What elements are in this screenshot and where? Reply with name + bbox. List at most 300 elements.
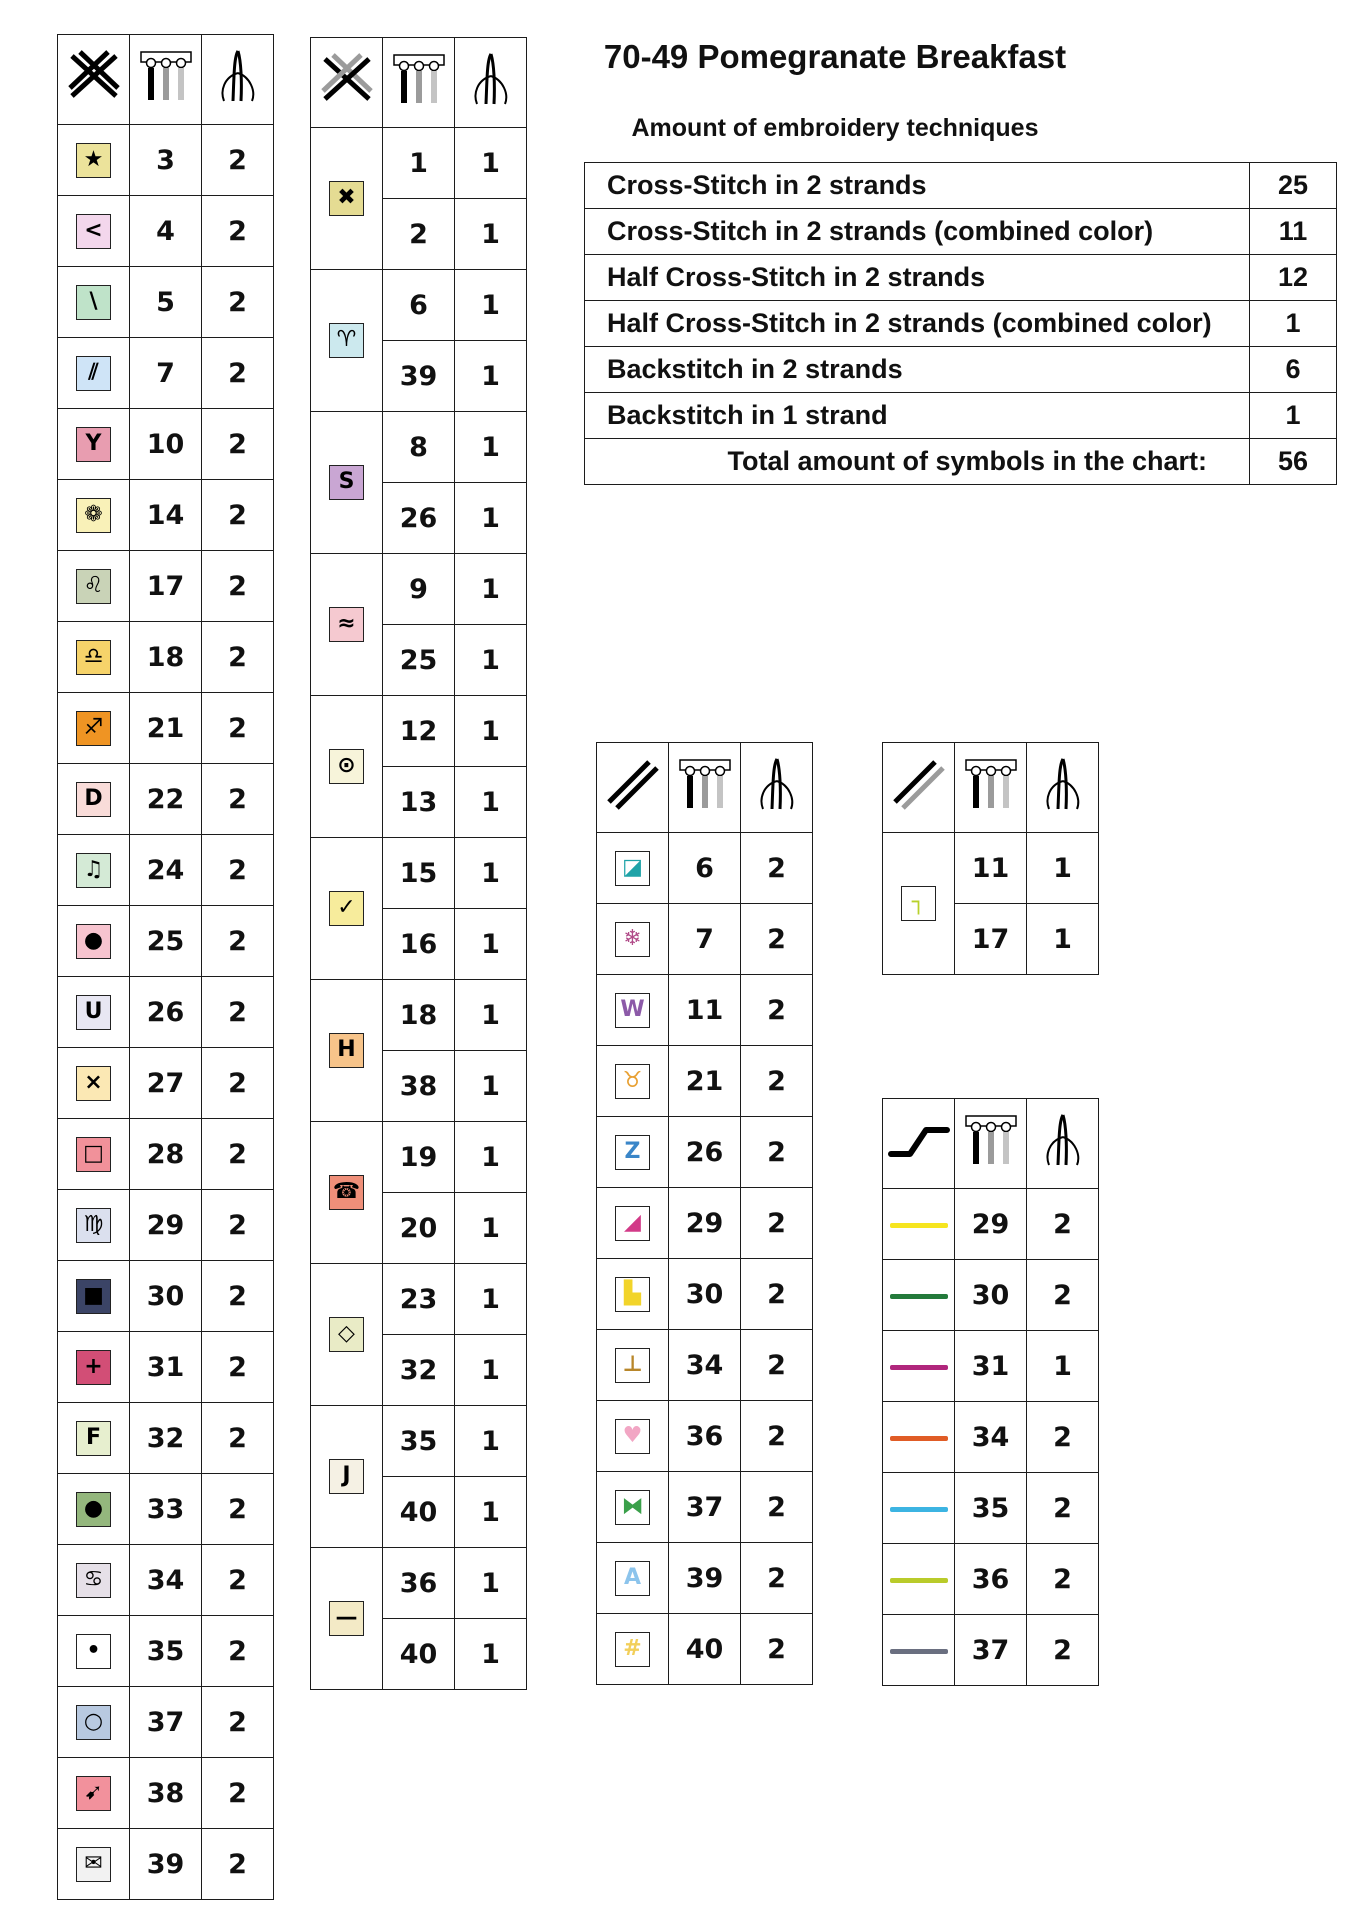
half-stitch-header — [597, 743, 669, 833]
symbol-cell — [58, 1048, 130, 1119]
floss-code: 36 — [669, 1401, 741, 1472]
symbol-swatch: — — [329, 1601, 364, 1636]
floss-code: 34 — [130, 1545, 202, 1616]
strand-count: 2 — [741, 1472, 813, 1543]
floss-code: 11 — [669, 975, 741, 1046]
line-cell — [883, 1615, 955, 1686]
backstitch-line-sample — [890, 1294, 948, 1299]
floss-code: 36 — [955, 1544, 1027, 1615]
floss-code: 34 — [669, 1330, 741, 1401]
key-row — [58, 125, 274, 196]
strand-count: 1 — [455, 1477, 527, 1548]
symbol-cell — [597, 975, 669, 1046]
key-row — [311, 696, 527, 767]
strand-count: 2 — [1027, 1473, 1099, 1544]
floss-code: 32 — [383, 1335, 455, 1406]
symbol-cell — [58, 1332, 130, 1403]
floss-code: 16 — [383, 909, 455, 980]
symbol-cell — [58, 1261, 130, 1332]
floss-code: 22 — [130, 764, 202, 835]
strand-count: 1 — [455, 1335, 527, 1406]
floss-header — [669, 743, 741, 833]
needle-icon — [1039, 1111, 1087, 1169]
key-row — [58, 1190, 274, 1261]
symbol-swatch: ❄ — [615, 922, 650, 957]
symbol-cell — [58, 196, 130, 267]
key-row — [58, 551, 274, 622]
floss-code: 26 — [130, 977, 202, 1048]
technique-label: Half Cross-Stitch in 2 strands — [585, 255, 1250, 301]
key-row — [597, 904, 813, 975]
key-row — [597, 1259, 813, 1330]
symbol-cell — [597, 1117, 669, 1188]
symbol-swatch: J — [329, 1459, 364, 1494]
needle-icon — [753, 755, 801, 813]
floss-palette-icon — [676, 756, 734, 812]
floss-header — [955, 743, 1027, 833]
strand-count: 2 — [202, 267, 274, 338]
floss-code: 25 — [383, 625, 455, 696]
strand-count: 2 — [202, 1048, 274, 1119]
symbol-cell — [58, 764, 130, 835]
symbol-cell — [58, 1474, 130, 1545]
key-row — [883, 1260, 1099, 1331]
floss-code: 8 — [383, 412, 455, 483]
symbol-cell — [58, 125, 130, 196]
floss-code: 20 — [383, 1193, 455, 1264]
combined-cross-stitch-icon — [319, 51, 375, 107]
backstitch-header — [883, 1099, 955, 1189]
symbol-swatch: W — [615, 993, 650, 1028]
symbol-cell — [58, 1545, 130, 1616]
needle-icon — [467, 50, 515, 108]
symbol-swatch: < — [76, 214, 111, 249]
floss-code: 6 — [669, 833, 741, 904]
key-row — [597, 1046, 813, 1117]
cross-stitch-key-table — [57, 34, 274, 1900]
key-row — [311, 412, 527, 483]
floss-code: 13 — [383, 767, 455, 838]
key-row — [311, 1548, 527, 1619]
strand-count: 1 — [455, 909, 527, 980]
floss-code: 29 — [130, 1190, 202, 1261]
floss-code: 25 — [130, 906, 202, 977]
key-row — [883, 1189, 1099, 1260]
strand-count: 2 — [741, 904, 813, 975]
key-row — [597, 1330, 813, 1401]
floss-code: 35 — [955, 1473, 1027, 1544]
floss-code: 26 — [383, 483, 455, 554]
technique-count: 6 — [1250, 347, 1337, 393]
key-row — [58, 1545, 274, 1616]
line-cell — [883, 1260, 955, 1331]
key-row — [58, 196, 274, 267]
backstitch-line-sample — [890, 1649, 948, 1654]
strand-count: 1 — [455, 128, 527, 199]
symbol-swatch: ✖ — [329, 181, 364, 216]
strand-count: 1 — [455, 1051, 527, 1122]
strand-count: 2 — [202, 551, 274, 622]
floss-code: 6 — [383, 270, 455, 341]
key-row — [311, 270, 527, 341]
symbol-cell — [597, 1046, 669, 1117]
floss-code: 29 — [669, 1188, 741, 1259]
line-cell — [883, 1189, 955, 1260]
symbol-swatch: ≈ — [329, 607, 364, 642]
floss-palette-icon — [962, 1112, 1020, 1168]
backstitch-icon — [888, 1120, 950, 1160]
symbol-swatch: D — [76, 782, 111, 817]
symbol-cell — [597, 1188, 669, 1259]
strand-count: 2 — [1027, 1402, 1099, 1473]
strand-count: 2 — [741, 1117, 813, 1188]
symbol-swatch: + — [76, 1350, 111, 1385]
floss-code: 17 — [130, 551, 202, 622]
floss-code: 36 — [383, 1548, 455, 1619]
key-row — [597, 833, 813, 904]
key-row — [58, 1403, 274, 1474]
key-row — [883, 1331, 1099, 1402]
floss-code: 31 — [130, 1332, 202, 1403]
symbol-cell — [58, 338, 130, 409]
floss-header — [130, 35, 202, 125]
symbol-swatch: A — [615, 1561, 650, 1596]
floss-code: 37 — [669, 1472, 741, 1543]
floss-code: 10 — [130, 409, 202, 480]
strand-count: 2 — [741, 1046, 813, 1117]
half-stitch-key-table — [596, 742, 813, 1685]
key-row — [883, 833, 1099, 904]
symbol-swatch: ★ — [76, 143, 111, 178]
key-row — [311, 1406, 527, 1477]
key-row — [58, 1474, 274, 1545]
floss-code: 3 — [130, 125, 202, 196]
floss-code: 40 — [669, 1614, 741, 1685]
technique-count: 1 — [1250, 393, 1337, 439]
symbol-swatch: ■ — [76, 1279, 111, 1314]
key-row — [58, 1758, 274, 1829]
floss-code: 37 — [130, 1687, 202, 1758]
strand-count: 2 — [1027, 1615, 1099, 1686]
technique-summary-table — [584, 162, 1337, 485]
combined-cross-stitch-key-table — [310, 37, 527, 1690]
backstitch-line-sample — [890, 1578, 948, 1583]
strand-count: 1 — [455, 1264, 527, 1335]
key-row — [311, 554, 527, 625]
floss-code: 33 — [130, 1474, 202, 1545]
symbol-cell — [311, 128, 383, 270]
floss-palette-icon — [962, 756, 1020, 812]
needle-header — [741, 743, 813, 833]
symbol-cell — [311, 412, 383, 554]
needle-header — [202, 35, 274, 125]
floss-code: 4 — [130, 196, 202, 267]
line-cell — [883, 1402, 955, 1473]
strand-count: 2 — [202, 906, 274, 977]
symbol-cell — [311, 1122, 383, 1264]
symbol-swatch: □ — [76, 1137, 111, 1172]
key-row — [58, 835, 274, 906]
floss-code: 39 — [669, 1543, 741, 1614]
symbol-swatch: ♥ — [615, 1419, 650, 1454]
symbol-cell — [311, 1548, 383, 1690]
symbol-swatch: ⊥ — [615, 1348, 650, 1383]
key-row — [58, 1616, 274, 1687]
summary-row — [585, 255, 1337, 301]
strand-count: 2 — [202, 125, 274, 196]
needle-header — [1027, 1099, 1099, 1189]
symbol-cell — [58, 977, 130, 1048]
strand-count: 1 — [455, 1122, 527, 1193]
symbol-swatch: ⧓ — [615, 1490, 650, 1525]
symbol-cell — [597, 1330, 669, 1401]
key-row — [58, 906, 274, 977]
strand-count: 2 — [202, 1332, 274, 1403]
strand-count: 2 — [202, 1474, 274, 1545]
page-title: 70-49 Pomegranate Breakfast — [603, 38, 1067, 75]
key-row — [58, 480, 274, 551]
symbol-cell — [58, 835, 130, 906]
floss-palette-icon — [390, 51, 448, 107]
strand-count: 2 — [202, 835, 274, 906]
combined-cross-header — [311, 38, 383, 128]
key-row — [597, 1188, 813, 1259]
strand-count: 1 — [455, 270, 527, 341]
symbol-swatch: ● — [76, 924, 111, 959]
symbol-cell — [311, 554, 383, 696]
strand-count: 2 — [741, 1188, 813, 1259]
floss-code: 17 — [955, 904, 1027, 975]
key-row — [597, 1472, 813, 1543]
floss-code: 28 — [130, 1119, 202, 1190]
floss-code: 38 — [130, 1758, 202, 1829]
strand-count: 2 — [741, 1614, 813, 1685]
strand-count: 1 — [455, 1619, 527, 1690]
symbol-swatch: ♍ — [76, 1208, 111, 1243]
floss-code: 30 — [955, 1260, 1027, 1331]
strand-count: 1 — [455, 483, 527, 554]
backstitch-line-sample — [890, 1436, 948, 1441]
floss-header — [383, 38, 455, 128]
strand-count: 2 — [202, 1190, 274, 1261]
floss-code: 24 — [130, 835, 202, 906]
key-row — [883, 1615, 1099, 1686]
summary-row — [585, 163, 1337, 209]
symbol-cell — [58, 551, 130, 622]
strand-count: 2 — [202, 622, 274, 693]
symbol-swatch: ○ — [76, 1705, 111, 1740]
floss-code: 30 — [130, 1261, 202, 1332]
symbol-swatch: ♐ — [76, 711, 111, 746]
symbol-swatch: H — [329, 1033, 364, 1068]
floss-code: 19 — [383, 1122, 455, 1193]
symbol-swatch: ➹ — [76, 1776, 111, 1811]
technique-label: Backstitch in 1 strand — [585, 393, 1250, 439]
floss-code: 40 — [383, 1619, 455, 1690]
summary-row — [585, 209, 1337, 255]
symbol-cell — [311, 980, 383, 1122]
floss-code: 12 — [383, 696, 455, 767]
symbol-cell — [597, 1401, 669, 1472]
strand-count: 1 — [455, 980, 527, 1051]
strand-count: 1 — [455, 838, 527, 909]
symbol-swatch: ♌ — [76, 569, 111, 604]
strand-count: 2 — [741, 833, 813, 904]
symbol-cell — [311, 1264, 383, 1406]
symbol-swatch: # — [615, 1632, 650, 1667]
symbol-swatch: U — [76, 995, 111, 1030]
needle-icon — [214, 47, 262, 105]
strand-count: 2 — [202, 1829, 274, 1900]
symbol-swatch: ❁ — [76, 498, 111, 533]
strand-count: 2 — [741, 1401, 813, 1472]
strand-count: 1 — [455, 554, 527, 625]
strand-count: 1 — [455, 1193, 527, 1264]
symbol-cell — [311, 696, 383, 838]
key-row — [597, 1117, 813, 1188]
strand-count: 2 — [202, 693, 274, 764]
key-row — [597, 1401, 813, 1472]
strand-count: 2 — [202, 480, 274, 551]
floss-code: 2 — [383, 199, 455, 270]
floss-palette-icon — [137, 48, 195, 104]
key-row — [58, 1048, 274, 1119]
technique-label: Cross-Stitch in 2 strands (combined color) — [585, 209, 1250, 255]
key-row — [597, 1614, 813, 1685]
line-cell — [883, 1473, 955, 1544]
symbol-swatch: F — [76, 1421, 111, 1456]
key-row — [311, 838, 527, 909]
combined-half-stitch-key-table — [882, 742, 1099, 975]
strand-count: 1 — [455, 199, 527, 270]
summary-row — [585, 347, 1337, 393]
floss-code: 27 — [130, 1048, 202, 1119]
symbol-swatch: ┐ — [901, 886, 936, 921]
key-row — [58, 693, 274, 764]
symbol-swatch: ◪ — [615, 851, 650, 886]
strand-count: 1 — [455, 1406, 527, 1477]
symbol-cell — [597, 1543, 669, 1614]
key-row — [883, 1402, 1099, 1473]
key-row — [58, 409, 274, 480]
symbol-cell — [58, 1687, 130, 1758]
floss-code: 31 — [955, 1331, 1027, 1402]
floss-code: 23 — [383, 1264, 455, 1335]
floss-code: 21 — [130, 693, 202, 764]
strand-count: 1 — [455, 625, 527, 696]
floss-code: 5 — [130, 267, 202, 338]
symbol-cell — [883, 833, 955, 975]
symbol-swatch: ◇ — [329, 1317, 364, 1352]
floss-code: 40 — [383, 1477, 455, 1548]
technique-count: 25 — [1250, 163, 1337, 209]
strand-count: 1 — [455, 412, 527, 483]
key-row — [311, 1122, 527, 1193]
strand-count: 2 — [741, 975, 813, 1046]
symbol-cell — [58, 267, 130, 338]
strand-count: 1 — [1027, 833, 1099, 904]
floss-code: 11 — [955, 833, 1027, 904]
strand-count: 2 — [202, 1687, 274, 1758]
floss-code: 37 — [955, 1615, 1027, 1686]
key-row — [58, 338, 274, 409]
strand-count: 2 — [202, 1261, 274, 1332]
symbol-cell — [597, 904, 669, 975]
key-row — [58, 622, 274, 693]
floss-code: 1 — [383, 128, 455, 199]
strand-count: 2 — [202, 409, 274, 480]
key-row — [597, 1543, 813, 1614]
technique-count: 12 — [1250, 255, 1337, 301]
floss-code: 39 — [130, 1829, 202, 1900]
symbol-swatch: ◢ — [615, 1206, 650, 1241]
floss-code: 14 — [130, 480, 202, 551]
symbol-cell — [597, 1259, 669, 1330]
floss-code: 35 — [383, 1406, 455, 1477]
page-subtitle: Amount of embroidery techniques — [631, 114, 1039, 142]
symbol-swatch: × — [76, 1066, 111, 1101]
symbol-swatch: ⊙ — [329, 749, 364, 784]
strand-count: 2 — [741, 1543, 813, 1614]
backstitch-line-sample — [890, 1223, 948, 1228]
symbol-swatch: ✉ — [76, 1847, 111, 1882]
strand-count: 2 — [202, 1758, 274, 1829]
symbol-swatch: • — [76, 1634, 111, 1669]
key-row — [58, 1261, 274, 1332]
strand-count: 2 — [741, 1330, 813, 1401]
floss-header — [955, 1099, 1027, 1189]
key-row — [58, 1119, 274, 1190]
strand-count: 1 — [1027, 904, 1099, 975]
strand-count: 1 — [455, 767, 527, 838]
symbol-cell — [58, 1829, 130, 1900]
floss-code: 34 — [955, 1402, 1027, 1473]
floss-code: 18 — [383, 980, 455, 1051]
backstitch-line-sample — [890, 1507, 948, 1512]
symbol-swatch: ♫ — [76, 853, 111, 888]
key-row — [58, 267, 274, 338]
floss-code: 7 — [669, 904, 741, 975]
key-row — [58, 1687, 274, 1758]
key-row — [311, 1264, 527, 1335]
floss-code: 9 — [383, 554, 455, 625]
symbol-swatch: ♈ — [329, 323, 364, 358]
symbol-cell — [58, 693, 130, 764]
strand-count: 1 — [1027, 1331, 1099, 1402]
floss-code: 26 — [669, 1117, 741, 1188]
floss-code: 18 — [130, 622, 202, 693]
floss-code: 39 — [383, 341, 455, 412]
technique-label: Backstitch in 2 strands — [585, 347, 1250, 393]
floss-code: 30 — [669, 1259, 741, 1330]
symbol-swatch: ♉ — [615, 1064, 650, 1099]
symbol-cell — [58, 480, 130, 551]
strand-count: 2 — [202, 338, 274, 409]
symbol-swatch: \ — [76, 285, 111, 320]
floss-code: 21 — [669, 1046, 741, 1117]
strand-count: 2 — [1027, 1544, 1099, 1615]
strand-count: 2 — [202, 977, 274, 1048]
symbol-swatch: ● — [76, 1492, 111, 1527]
floss-code: 32 — [130, 1403, 202, 1474]
key-row — [58, 1829, 274, 1900]
key-row — [597, 975, 813, 1046]
needle-icon — [1039, 755, 1087, 813]
strand-count: 1 — [455, 341, 527, 412]
backstitch-key-table — [882, 1098, 1099, 1686]
symbol-swatch: ✓ — [329, 891, 364, 926]
symbol-cell — [58, 1758, 130, 1829]
